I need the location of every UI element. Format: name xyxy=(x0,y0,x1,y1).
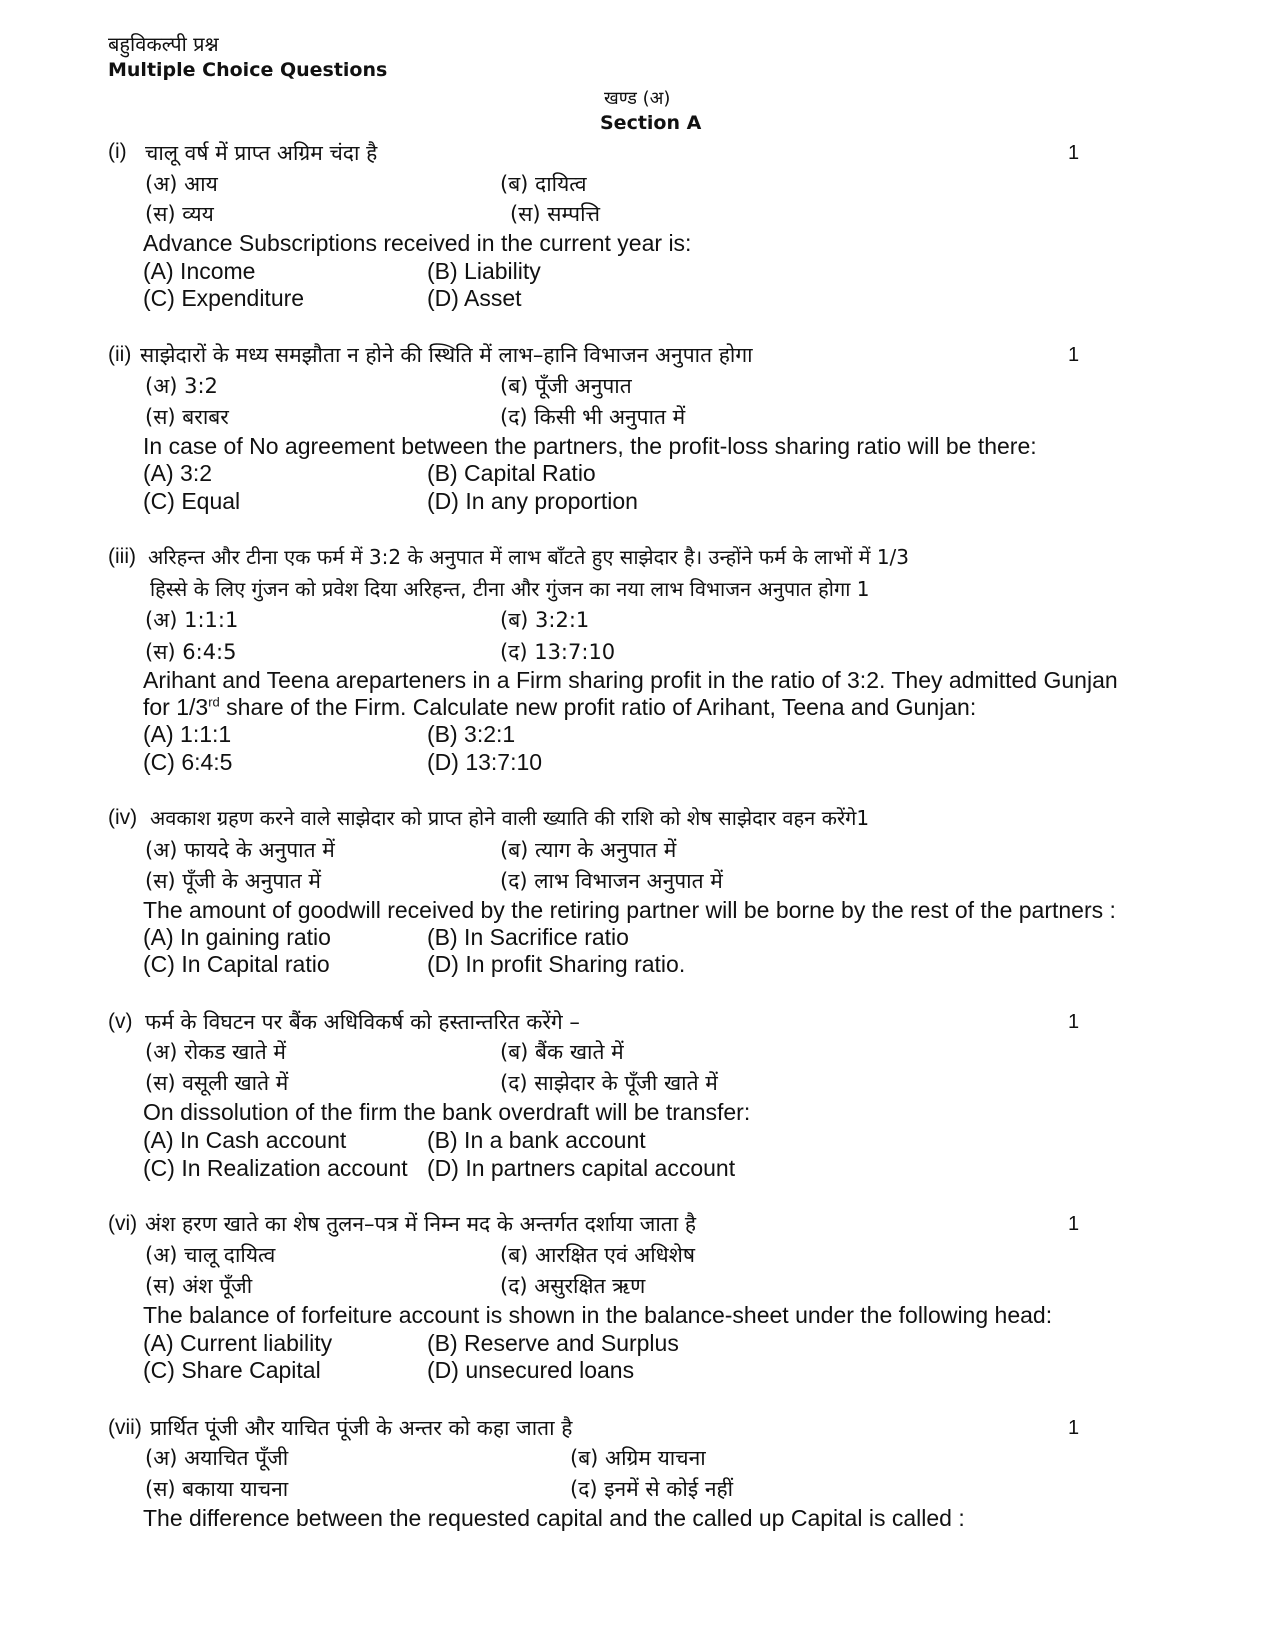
option-english-b: (B) Liability xyxy=(427,258,541,284)
option-english-c: (C) Share Capital xyxy=(143,1357,321,1383)
option-english-d: (D) 13:7:10 xyxy=(427,749,543,775)
option-english-a: (A) Current liability xyxy=(143,1330,333,1356)
option-hindi-d: (द) इनमें से कोई नहीं xyxy=(570,1477,734,1501)
question-text-english: The difference between the requested capital and the called up Capital is called : xyxy=(143,1505,965,1531)
question-number: (iv) xyxy=(108,806,138,829)
option-english-d: (D) Asset xyxy=(427,285,522,311)
option-hindi-d: (स) सम्पत्ति xyxy=(510,202,601,226)
option-hindi-a: (अ) आय xyxy=(145,172,218,196)
question-marks: 1 xyxy=(1068,1417,1080,1439)
question-number: (v) xyxy=(108,1010,133,1033)
question-number: (ii) xyxy=(108,343,132,366)
option-hindi-b: (ब) पूँजी अनुपात xyxy=(500,374,632,398)
option-english-c: (C) Expenditure xyxy=(143,285,305,311)
question-text-english: The balance of forfeiture account is shown in the balance-sheet under the following head: xyxy=(143,1302,1053,1328)
question-text-hindi: फर्म के विघटन पर बैंक अधिविकर्ष को हस्तान्तरित करेंगे – xyxy=(145,1010,580,1034)
option-hindi-d: (द) किसी भी अनुपात में xyxy=(500,405,686,429)
question-text-hindi: साझेदारों के मध्य समझौता न होने की स्थिति में लाभ–हानि विभाजन अनुपात होगा xyxy=(140,343,753,367)
question-text-english: On dissolution of the firm the bank overdraft will be transfer: xyxy=(143,1099,751,1125)
option-english-b: (B) In Sacrifice ratio xyxy=(427,924,629,950)
option-english-b: (B) Capital Ratio xyxy=(427,460,596,486)
option-english-a: (A) In gaining ratio xyxy=(143,924,331,950)
option-hindi-a: (अ) फायदे के अनुपात में xyxy=(145,838,335,862)
english-continued-prefix: for 1/3 xyxy=(143,694,209,720)
option-english-a: (A) In Cash account xyxy=(143,1127,347,1153)
option-hindi-d: (द) असुरक्षित ऋण xyxy=(500,1274,646,1298)
option-hindi-c: (स) बराबर xyxy=(145,405,229,429)
option-english-a: (A) 3:2 xyxy=(143,460,213,486)
option-english-b: (B) In a bank account xyxy=(427,1127,646,1153)
english-continued-suffix: share of the Firm. Calculate new profit ratio of Arihant, Teena and Gunjan: xyxy=(219,694,977,720)
option-english-c: (C) Equal xyxy=(143,488,241,514)
question-text-hindi: चालू वर्ष में प्राप्त अग्रिम चंदा है xyxy=(145,141,378,165)
option-hindi-a: (अ) रोकड खाते में xyxy=(145,1040,286,1064)
option-english-d: (D) In partners capital account xyxy=(427,1155,736,1181)
question-marks: 1 xyxy=(1068,142,1080,164)
ordinal-superscript: rd xyxy=(208,694,220,710)
option-hindi-b: (ब) 3:2:1 xyxy=(500,608,590,632)
question-number: (i) xyxy=(108,140,127,163)
option-hindi-b: (ब) बैंक खाते में xyxy=(500,1040,624,1064)
option-hindi-d: (द) साझेदार के पूँजी खाते में xyxy=(500,1071,718,1095)
option-hindi-c: (स) अंश पूँजी xyxy=(145,1274,253,1298)
question-marks: 1 xyxy=(1068,1011,1080,1033)
question-text-hindi: अरिहन्त और टीना एक फर्म में 3:2 के अनुपात में लाभ बाँटते हुए साझेदार है। उन्होंने फर्म के लाभों में 1/3 xyxy=(148,545,910,569)
question-marks: 1 xyxy=(1068,344,1080,366)
question-text-english: Advance Subscriptions received in the current year is: xyxy=(143,230,692,256)
english-title: Multiple Choice Questions xyxy=(108,59,388,81)
option-hindi-b: (ब) दायित्व xyxy=(500,172,587,196)
section-english-heading: Section A xyxy=(600,112,702,134)
question-number: (vi) xyxy=(108,1212,138,1235)
option-hindi-d: (द) लाभ विभाजन अनुपात में xyxy=(500,869,723,893)
question-number: (iii) xyxy=(108,545,136,568)
option-hindi-a: (अ) चालू दायित्व xyxy=(145,1243,276,1267)
option-hindi-c: (स) व्यय xyxy=(145,202,214,226)
section-hindi-heading: खण्ड (अ) xyxy=(604,88,671,109)
option-hindi-b: (ब) आरक्षित एवं अधिशेष xyxy=(500,1243,696,1267)
option-english-c: (C) In Realization account xyxy=(143,1155,408,1181)
question-text-hindi: प्रार्थित पूंजी और याचित पूंजी के अन्तर को कहा जाता है xyxy=(150,1416,573,1440)
option-english-a: (A) 1:1:1 xyxy=(143,721,232,747)
option-english-b: (B) 3:2:1 xyxy=(427,721,516,747)
question-text-hindi: अंश हरण खाते का शेष तुलन–पत्र में निम्न मद के अन्तर्गत दर्शाया जाता है xyxy=(145,1212,697,1236)
option-english-c: (C) 6:4:5 xyxy=(143,749,233,775)
option-hindi-c: (स) 6:4:5 xyxy=(145,640,237,664)
question-text-english: The amount of goodwill received by the retiring partner will be borne by the rest of the partners : xyxy=(143,897,1116,923)
option-hindi-d: (द) 13:7:10 xyxy=(500,640,616,664)
option-hindi-a: (अ) 1:1:1 xyxy=(145,608,239,632)
option-english-d: (D) In profit Sharing ratio. xyxy=(427,951,686,977)
question-text-english: Arihant and Teena areparteners in a Firm sharing profit in the ratio of 3:2. They admitted Gunjan xyxy=(143,667,1118,693)
option-hindi-c: (स) पूँजी के अनुपात में xyxy=(145,869,321,893)
option-hindi-c: (स) बकाया याचना xyxy=(145,1477,289,1501)
question-text-hindi: अवकाश ग्रहण करने वाले साझेदार को प्राप्त होने वाली ख्याति की राशि को शेष साझेदार वहन करेंगे1 xyxy=(150,806,870,830)
option-hindi-a: (अ) अयाचित पूँजी xyxy=(145,1446,289,1470)
hindi-title: बहुविकल्पी प्रश्न xyxy=(108,32,219,56)
question-number: (vii) xyxy=(108,1416,142,1439)
option-hindi-b: (ब) त्याग के अनुपात में xyxy=(500,838,677,862)
question-marks: 1 xyxy=(1068,1213,1080,1235)
option-english-b: (B) Reserve and Surplus xyxy=(427,1330,679,1356)
option-english-c: (C) In Capital ratio xyxy=(143,951,330,977)
question-text-english-continued xyxy=(143,694,976,721)
option-english-d: (D) In any proportion xyxy=(427,488,638,514)
option-english-d: (D) unsecured loans xyxy=(427,1357,635,1383)
question-text-english: In case of No agreement between the partners, the profit-loss sharing ratio will be there: xyxy=(143,433,1037,459)
question-text-hindi-continued: हिस्से के लिए गुंजन को प्रवेश दिया अरिहन्त, टीना और गुंजन का नया लाभ विभाजन अनुपात होगा 1 xyxy=(150,577,870,601)
option-hindi-c: (स) वसूली खाते में xyxy=(145,1071,289,1095)
option-hindi-b: (ब) अग्रिम याचना xyxy=(570,1446,706,1470)
option-english-a: (A) Income xyxy=(143,258,256,284)
option-hindi-a: (अ) 3:2 xyxy=(145,374,218,398)
